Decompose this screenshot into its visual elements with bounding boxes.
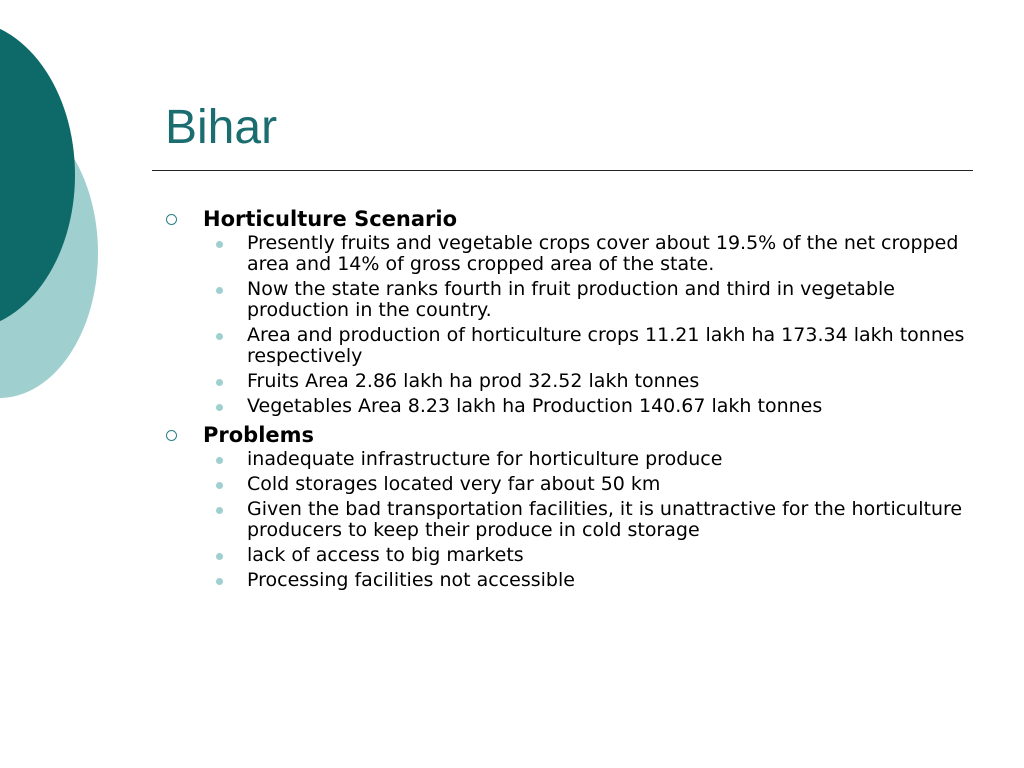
list-item-text: inadequate infrastructure for horticulture produce bbox=[247, 448, 723, 470]
list-item-text: Processing facilities not accessible bbox=[247, 569, 575, 591]
list-item bbox=[160, 570, 980, 591]
list-item bbox=[160, 325, 980, 367]
list-item-text: Given the bad transportation facilities, it is unattractive for the horticulture producers to keep their produce in cold storage bbox=[247, 498, 963, 541]
title-divider bbox=[152, 170, 973, 171]
dot-bullet-icon bbox=[216, 553, 223, 560]
dot-bullet-icon bbox=[216, 379, 223, 386]
slide-content bbox=[160, 205, 980, 595]
list-item-text: Presently fruits and vegetable crops cover about 19.5% of the net cropped area and 14% of gross cropped area of the state. bbox=[247, 232, 959, 275]
list-item bbox=[160, 396, 980, 417]
list-item-text: Now the state ranks fourth in fruit production and third in vegetable production in the country. bbox=[247, 278, 895, 321]
list-item bbox=[160, 449, 980, 470]
ring-bullet-icon bbox=[166, 430, 177, 441]
dot-bullet-icon bbox=[216, 482, 223, 489]
ring-bullet-icon bbox=[166, 214, 177, 225]
section-horticulture-scenario bbox=[160, 205, 980, 417]
list-item bbox=[160, 279, 980, 321]
list-item bbox=[160, 233, 980, 275]
dot-bullet-icon bbox=[216, 404, 223, 411]
slide-title: Bihar bbox=[165, 101, 278, 154]
section-problems bbox=[160, 421, 980, 591]
dot-bullet-icon bbox=[216, 287, 223, 294]
section-heading-text: Problems bbox=[203, 423, 315, 447]
bullet-list bbox=[160, 233, 980, 417]
list-item bbox=[160, 499, 980, 541]
section-heading-text: Horticulture Scenario bbox=[203, 207, 458, 231]
dot-bullet-icon bbox=[216, 507, 223, 514]
list-item bbox=[160, 371, 980, 392]
dot-bullet-icon bbox=[216, 578, 223, 585]
dot-bullet-icon bbox=[216, 241, 223, 248]
dot-bullet-icon bbox=[216, 457, 223, 464]
list-item-text: lack of access to big markets bbox=[247, 544, 524, 566]
list-item bbox=[160, 545, 980, 566]
list-item-text: Vegetables Area 8.23 lakh ha Production 140.67 lakh tonnes bbox=[247, 395, 823, 417]
bullet-list bbox=[160, 449, 980, 591]
dot-bullet-icon bbox=[216, 333, 223, 340]
list-item-text: Cold storages located very far about 50 km bbox=[247, 473, 661, 495]
list-item bbox=[160, 474, 980, 495]
list-item-text: Area and production of horticulture crops 11.21 lakh ha 173.34 lakh tonnes respectively bbox=[247, 324, 965, 367]
section-heading bbox=[160, 205, 980, 233]
list-item-text: Fruits Area 2.86 lakh ha prod 32.52 lakh tonnes bbox=[247, 370, 700, 392]
section-heading bbox=[160, 421, 980, 449]
